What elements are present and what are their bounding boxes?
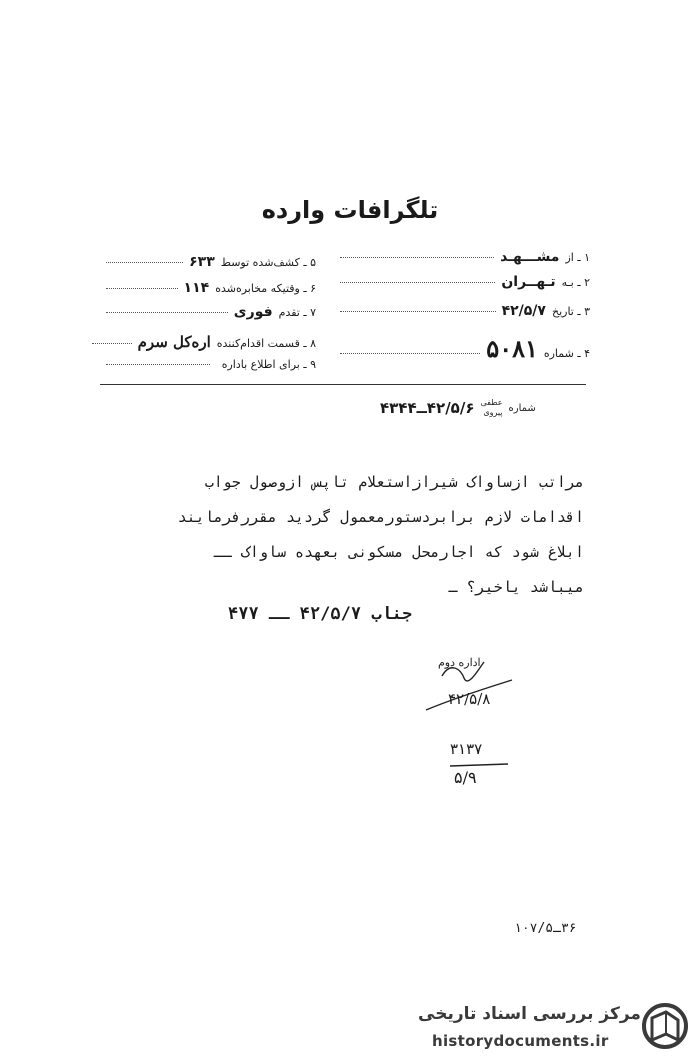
reference-type-top: عطفی [480,398,503,407]
dotted-line [106,288,178,289]
field-value: ۱۱۴ [183,280,210,296]
body-line: اقدامات لازم برابردستورمعمول گردید مقررفرمایند [177,508,584,526]
body-line: ابلاغ شود که اجارمحل مسکونی بعهده ساواک ــ [213,543,584,561]
body-line: مراتب ازساواک شیرازاستعلام تاپس ازوصول جواب [204,473,584,491]
field-decoded-by [106,254,316,270]
field-transmitted [106,280,316,296]
dotted-line [106,312,228,313]
telegram-body [114,465,584,605]
watermark-url: historydocuments.ir [432,1032,609,1050]
field-to [340,274,590,290]
handwritten-note: اداره دوم [438,656,481,669]
watermark [408,998,693,1058]
handwritten-note: ۵/۹ [454,768,477,787]
handwritten-annotation-1 [420,650,520,730]
body-line: میباشد یاخیر؟ ـ [448,578,584,596]
handwritten-date: ۴۲/۵/۸ [448,690,491,708]
field-value: مشـــهـد [500,249,560,265]
field-value: تـهــران [501,274,556,290]
handwritten-annotation-2 [446,738,526,798]
field-label: ۲ ـ بـه [561,276,590,289]
field-for-info [106,358,316,371]
dotted-line [106,262,183,263]
field-label: ۹ ـ برای اطلاع باداره [221,358,316,371]
dotted-line [340,257,494,258]
dotted-line [340,353,480,354]
field-label: ۵ ـ کشف‌شده توسط [220,256,316,269]
field-label: ۴ ـ شماره [543,347,590,360]
reference-number: ۴۲/۵/۶ــ۴۳۴۴ [380,399,475,417]
field-date [340,303,590,319]
field-value: ۶۳۳ [189,254,215,270]
reference-type [480,398,502,418]
dotted-line [106,364,210,365]
dotted-line [340,282,495,283]
field-label: ۸ ـ قسمت اقدام‌کننده [216,337,316,350]
reference-number-row [380,398,536,418]
book-logo-icon [642,1000,688,1056]
reference-type-bottom: پیروی [483,408,503,417]
field-value: اره‌کل سرم [137,333,211,351]
divider-line [100,384,586,385]
field-value: فوری [233,304,273,320]
field-priority [106,304,316,320]
field-action-dept [106,333,316,351]
field-value: ۴۲/۵/۷ [501,303,546,319]
handwritten-note: ۳۱۳۷ [450,740,483,758]
field-label: ۱ ـ از [565,251,590,264]
field-label: ۶ ـ وقتیکه مخابره‌شده [215,282,316,295]
field-label: ۳ ـ تاریخ [551,305,590,318]
document-code: ۳۶ـ۱۰۷/۵ [514,921,577,936]
closing-line: جناب ۴۲/۵/۷ ــ ۴۷۷ [228,604,413,624]
field-label: ۷ ـ تقدم [278,306,316,319]
watermark-title: مرکز بررسی اسناد تاریخی [418,1004,641,1024]
field-value: ۵۰۸۱ [486,334,538,363]
document-title: تلگرافات وارده [261,196,439,224]
field-number [340,334,590,363]
reference-label: شماره [508,402,536,414]
dotted-line [340,311,496,312]
dotted-line [92,343,132,344]
field-from [340,249,590,265]
